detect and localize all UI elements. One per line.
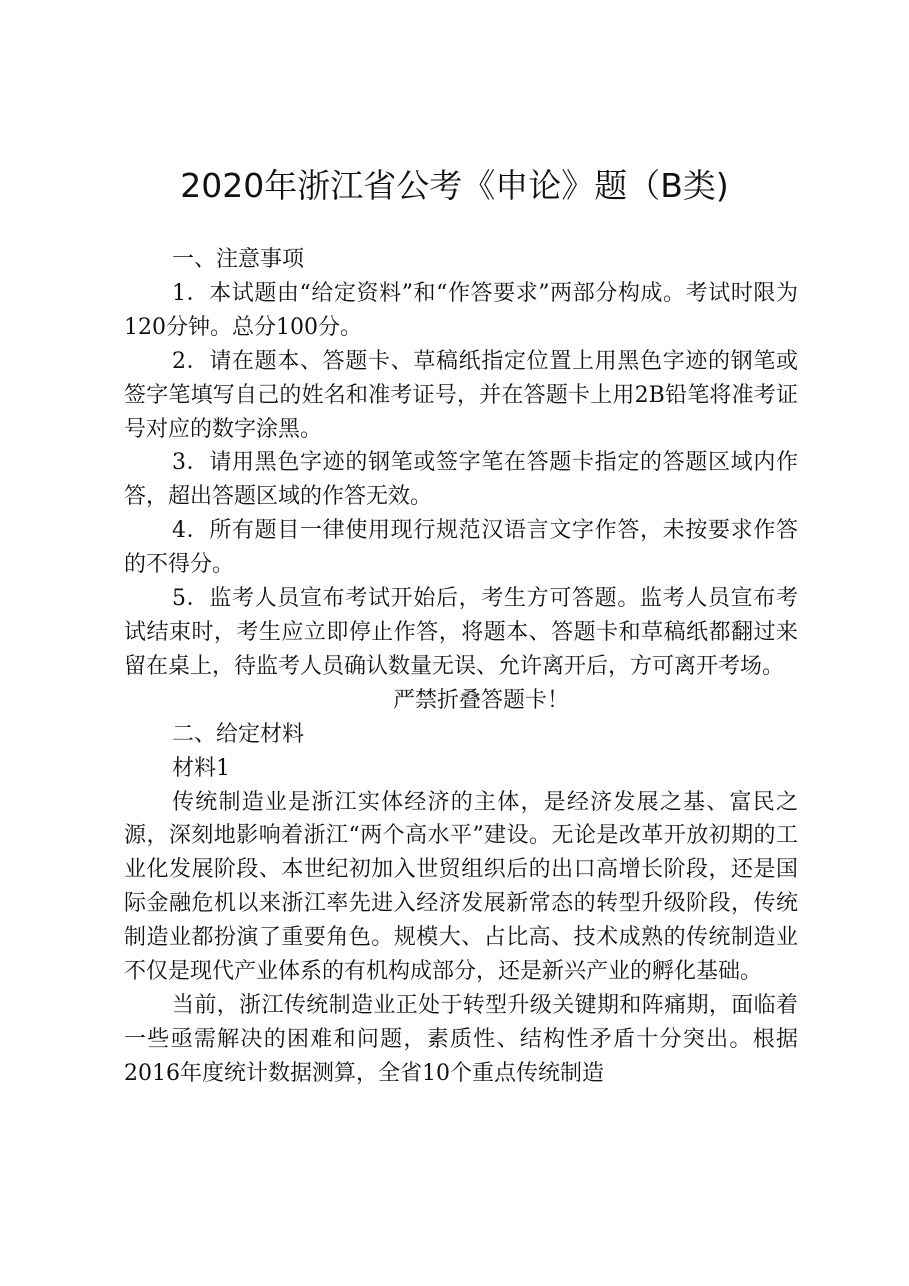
warning-text: 严禁折叠答题卡！ xyxy=(392,687,569,713)
notice-item-5: 5．监考人员宣布考试开始后，考生方可答题。监考人员宣布考试结束时，考生应立即停止作答，将题本、答题卡和草稿纸都翻过来留在桌上，待监考人员确认数量无误、允许离开后，方可离开考场。 xyxy=(124,586,798,679)
section-heading-notices: 一、注意事项 xyxy=(172,247,305,272)
material-paragraph-2: 当前，浙江传统制造业正处于转型升级关键期和阵痛期，面临着一些亟需解决的困难和问题，素质性、结构性矛盾十分突出。根据2016年度统计数据测算，全省10个重点传统制造 xyxy=(124,992,798,1086)
material-paragraph-1: 传统制造业是浙江实体经济的主体，是经济发展之基、富民之源，深刻地影响着浙江“两个高水平”建设。无论是改革开放初期的工业化发展阶段、本世纪初加入世贸组织后的出口高增长阶段，还是国际金融危机以来浙江率先进入经济发展新常态的转型升级阶段，传统制造业都扮演了重要角色。规模大、占比高、技术成熟的传统制造业不仅是现代产业体系的有机构成部分，还是新兴产业的孵化基础。 xyxy=(124,789,798,985)
material-label: 材料1 xyxy=(172,755,230,781)
notice-item-2: 2．请在题本、答题卡、草稿纸指定位置上用黑色字迹的钢笔或签字笔填写自己的姓名和准考证号，并在答题卡上用2B铅笔将准考证号对应的数字涂黑。 xyxy=(124,348,798,442)
document-body xyxy=(124,243,798,1091)
notice-item-3: 3．请用黑色字迹的钢笔或签字笔在答题卡指定的答题区域内作答，超出答题区域的作答无效。 xyxy=(124,450,798,510)
section-heading-materials: 二、给定材料 xyxy=(172,721,305,747)
notice-item-1: 1．本试题由“给定资料”和“作答要求”两部分构成。考试时限为120分钟。总分100分。 xyxy=(124,280,798,340)
document-title: 2020年浙江省公考《申论》题（B类) xyxy=(180,166,729,205)
notice-item-4: 4．所有题目一律使用现行规范汉语言文字作答，未按要求作答的不得分。 xyxy=(124,518,798,578)
